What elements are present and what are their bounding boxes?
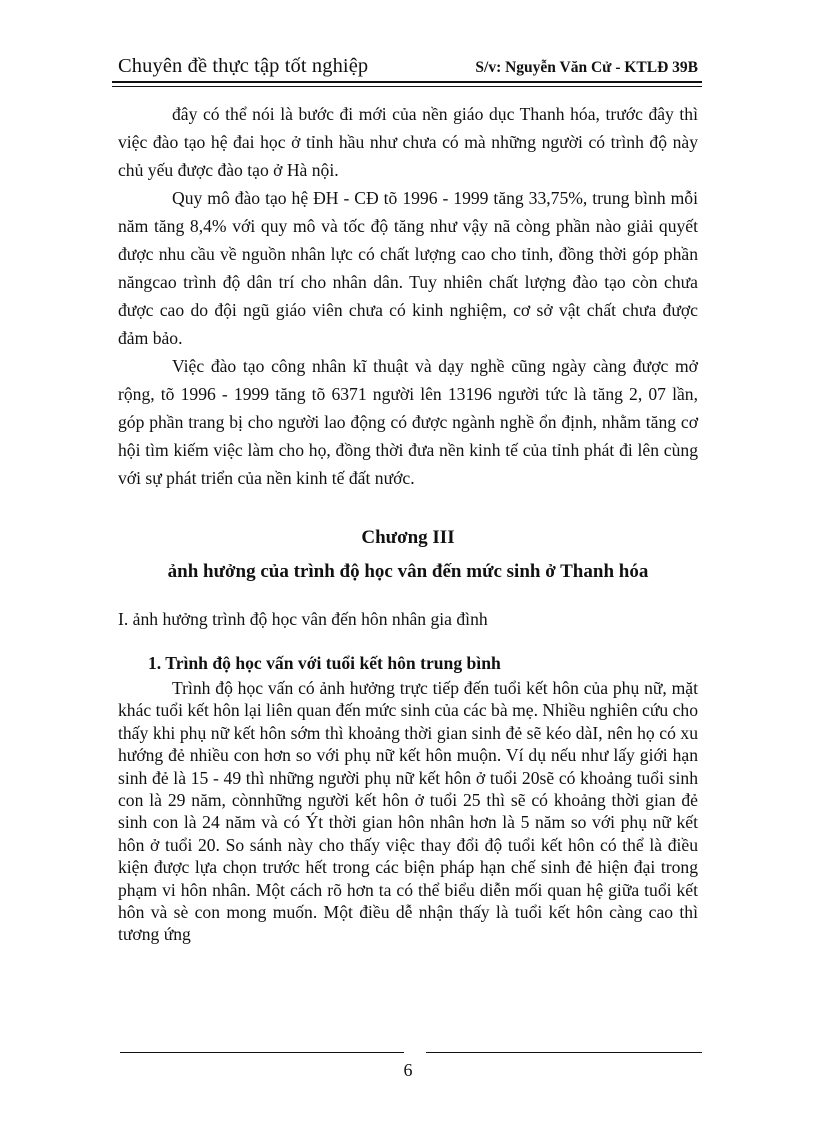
- header-rule-thin: [112, 86, 702, 87]
- main-paragraphs: [118, 677, 698, 946]
- footer-rule-right: [426, 1052, 702, 1053]
- page-number: 6: [403, 1060, 413, 1080]
- paragraph: Trình độ học vấn có ảnh hưởng trực tiếp đến tuổi kết hôn của phụ nữ, mặt khác tuổi kết hôn lại liên quan đến mức sinh của các bà mẹ. Nhiều nghiên cứu cho thấy khi phụ nữ kết hôn sớm thì khoảng thời gian sinh đẻ sẽ kéo dàI, nên họ có xu hướng đẻ nhiều con hơn so với phụ nữ kết hôn muộn. Ví dụ nếu như lấy giới hạn sinh đẻ là 15 - 49 thì những người phụ nữ kết hôn ở tuổi 20sẽ có khoảng tuổi sinh con là 29 năm, cònnhững người kết hôn ở tuổi 25 thì sẽ có khoảng thời gian đẻ sinh con là 24 năm và có Ýt thời gian hôn nhân hơn là 5 năm so với phụ nữ kết hôn ở tuổi 20. So sánh này cho thấy việc thay đổi độ tuổi kết hôn có thể là điều kiện được lựa chọn trước hết trong các biện pháp hạn chế sinh đẻ hiện đại trong phạm vi hôn nhân. Một cách rõ hơn ta có thể biểu diễn mối quan hệ giữa tuổi kết hôn và sè con mong muốn. Một điều dễ nhận thấy là tuổi kết hôn càng cao thì tương ứng: [118, 678, 698, 945]
- document-title: Chuyên đề thực tập tốt nghiệp: [118, 55, 369, 77]
- paragraph: Quy mô đào tạo hệ ĐH - CĐ tõ 1996 - 1999 tăng 33,75%, trung bình mỗi năm tăng 8,4% với quy mô và tốc độ tăng như vậy nã còng phần nào giải quyết được nhu cầu về nguồn nhân lực có chất lượng cao cho tỉnh, đồng thời góp phần năngcao trình độ dân trí cho nhân dân. Tuy nhiên chất lượng đào tạo còn chưa được cao do đội ngũ giáo viên chưa có kinh nghiệm, cơ sở vật chất chưa được đảm bảo.: [118, 188, 698, 348]
- intro-paragraphs: [118, 100, 698, 492]
- footer-rule-left: [120, 1052, 404, 1053]
- paragraph: Việc đào tạo công nhân kĩ thuật và dạy nghề cũng ngày càng được mở rộng, tõ 1996 - 1999 tăng tõ 6371 người lên 13196 người tức là tăng 2, 07 lần, góp phần trang bị cho người lao động có được ngành nghề ổn định, nhằm tăng cơ hội tìm kiếm việc làm cho họ, đồng thời đưa nền kinh tế của tỉnh phát đi lên cùng với sự phát triển của nền kinh tế đất nước.: [118, 356, 698, 488]
- author-info: S/v: Nguyễn Văn Cử - KTLĐ 39B: [475, 59, 698, 76]
- chapter-title: Chương III: [361, 527, 455, 548]
- page-header: [112, 52, 702, 84]
- subsection-heading: 1. Trình độ học vấn với tuổi kết hôn trung bình: [148, 653, 501, 673]
- section-heading: I. ảnh hưởng trình độ học vân đến hôn nhân gia đình: [118, 609, 488, 629]
- chapter-subtitle: ảnh hưởng của trình độ học vân đến mức sinh ở Thanh hóa: [167, 561, 649, 582]
- paragraph: đây có thể nói là bước đi mới của nền giáo dục Thanh hóa, trước đây thì việc đào tạo hệ đai học ở tỉnh hầu như chưa có mà những người có trình độ này chủ yếu được đào tạo ở Hà nội.: [118, 104, 698, 180]
- header-rule-thick: [112, 81, 702, 83]
- page-content: [118, 100, 698, 946]
